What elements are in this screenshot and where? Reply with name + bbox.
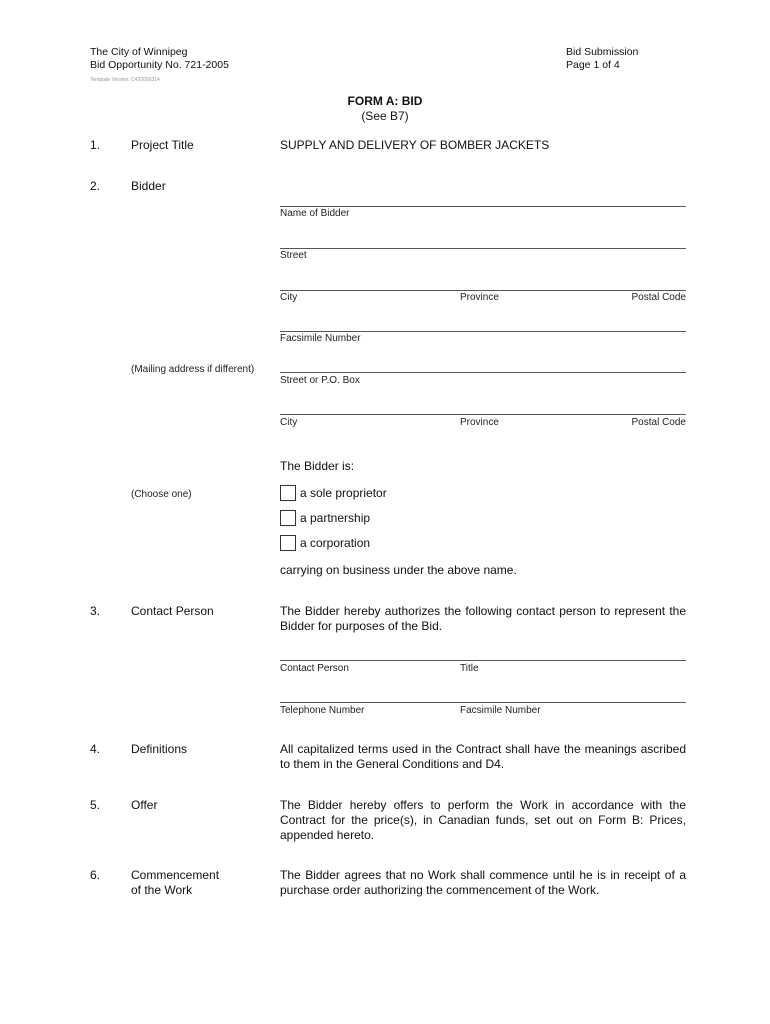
section-6-label — [131, 868, 219, 898]
project-title-value: SUPPLY AND DELIVERY OF BOMBER JACKETS — [280, 138, 550, 152]
page-number: Page 1 of 4 — [566, 59, 620, 71]
form-subtitle: (See B7) — [361, 109, 409, 123]
template-version: Template Version: C420050314 — [90, 77, 160, 83]
commencement-text: The Bidder agrees that no Work shall commence until he is in receipt of a purchase order authorizing the commencement of the Work. — [280, 868, 686, 897]
section-5-number: 5. — [90, 798, 101, 812]
partnership-label: a partnership — [300, 511, 371, 525]
section-1-label: Project Title — [131, 138, 194, 152]
section-4-label: Definitions — [131, 742, 188, 756]
province-label: Province — [460, 292, 499, 303]
bid-submission-label: Bid Submission — [566, 46, 639, 58]
mailing-postal-code-label: Postal Code — [631, 417, 686, 428]
name-of-bidder-field[interactable] — [280, 206, 686, 207]
section-6-number: 6. — [90, 868, 101, 882]
mailing-province-label: Province — [460, 417, 499, 428]
postal-code-label: Postal Code — [631, 292, 686, 303]
mailing-city-province-postal-field[interactable] — [280, 414, 686, 415]
name-of-bidder-label: Name of Bidder — [280, 208, 350, 219]
street-field[interactable] — [280, 248, 686, 249]
contact-person-title-field[interactable] — [280, 660, 686, 661]
street-label: Street — [280, 250, 307, 261]
carrying-on-business-text: carrying on business under the above name. — [280, 563, 517, 577]
section-3-number: 3. — [90, 604, 101, 618]
facsimile-number-field[interactable] — [280, 331, 686, 332]
contact-person-text: The Bidder hereby authorizes the following contact person to represent the Bidder for purposes of the Bid. — [280, 604, 686, 633]
title-label: Title — [460, 663, 479, 674]
choose-one-note: (Choose one) — [131, 489, 192, 500]
mailing-city-label: City — [280, 417, 298, 428]
section-5-label: Offer — [131, 798, 158, 812]
definitions-text: All capitalized terms used in the Contract shall have the meanings ascribed to them in the General Conditions and D4. — [280, 742, 686, 771]
partnership-checkbox[interactable] — [280, 510, 296, 526]
mailing-address-note: (Mailing address if different) — [131, 364, 255, 375]
form-title-block — [0, 94, 770, 123]
city-name: The City of Winnipeg — [90, 46, 188, 58]
city-label: City — [280, 292, 298, 303]
section-6-label-line-2: of the Work — [131, 883, 193, 897]
contact-facsimile-number-label: Facsimile Number — [460, 705, 541, 716]
bidder-is-label: The Bidder is: — [280, 459, 355, 473]
sole-proprietor-checkbox[interactable] — [280, 485, 296, 501]
section-1-number: 1. — [90, 138, 101, 152]
po-box-label: Street or P.O. Box — [280, 375, 360, 386]
corporation-checkbox[interactable] — [280, 535, 296, 551]
section-2-label: Bidder — [131, 179, 166, 193]
facsimile-number-label: Facsimile Number — [280, 333, 361, 344]
section-2-number: 2. — [90, 179, 101, 193]
sole-proprietor-label: a sole proprietor — [300, 486, 387, 500]
form-title: FORM A: BID — [347, 94, 423, 108]
bid-opportunity-number: Bid Opportunity No. 721-2005 — [90, 59, 229, 71]
header-left — [90, 46, 229, 87]
telephone-number-label: Telephone Number — [280, 705, 365, 716]
contact-person-label: Contact Person — [280, 663, 349, 674]
offer-text: The Bidder hereby offers to perform the Work in accordance with the Contract for the price(s), in Canadian funds, set out on Form B: Prices, appended hereto. — [280, 798, 686, 842]
po-box-field[interactable] — [280, 372, 686, 373]
section-4-number: 4. — [90, 742, 101, 756]
section-6-label-line-1: Commencement — [131, 868, 220, 882]
corporation-label: a corporation — [300, 536, 371, 550]
section-3-label: Contact Person — [131, 604, 214, 618]
city-province-postal-field[interactable] — [280, 290, 686, 291]
telephone-facsimile-field[interactable] — [280, 702, 686, 703]
header-right — [566, 46, 638, 72]
